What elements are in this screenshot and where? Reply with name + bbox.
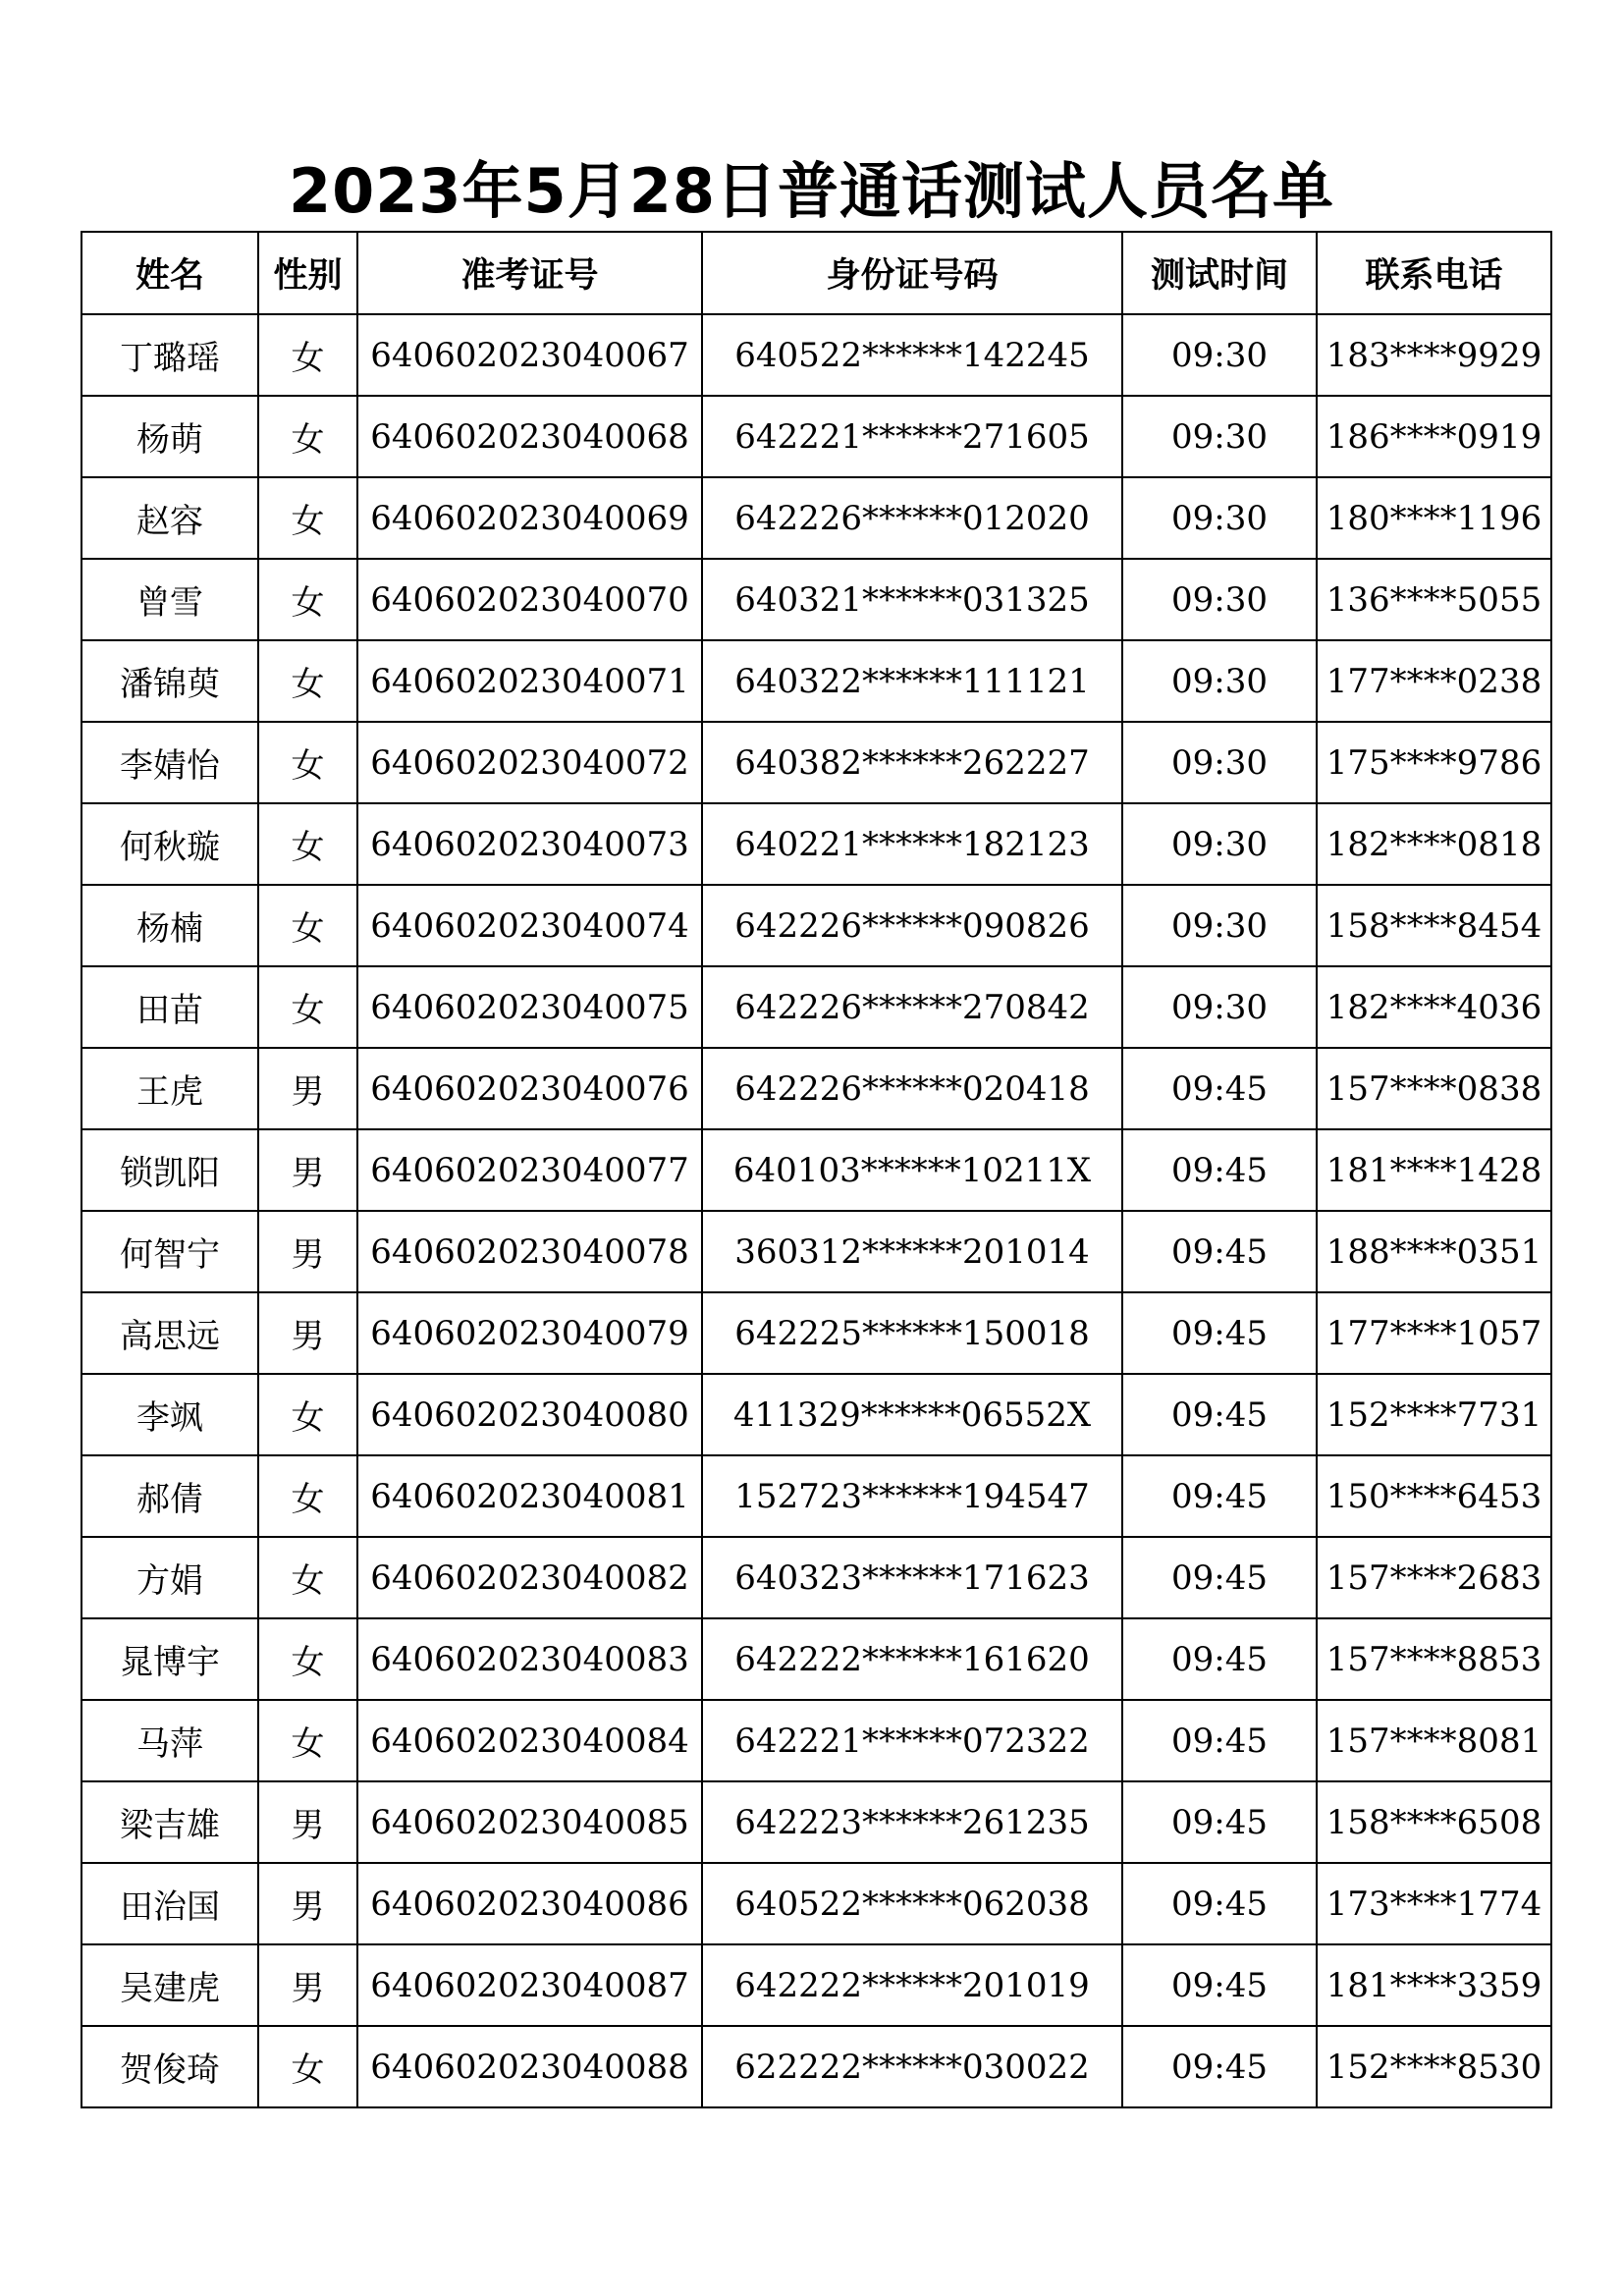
cell-test-time: 09:30 — [1122, 640, 1317, 722]
cell-exam-id: 640602023040085 — [357, 1781, 702, 1863]
cell-exam-id: 640602023040073 — [357, 803, 702, 885]
cell-id-number: 642221******072322 — [702, 1700, 1122, 1781]
header-gender: 性别 — [258, 232, 357, 314]
document-title: 2023年5月28日普通话测试人员名单 — [289, 155, 1334, 227]
cell-name: 郝倩 — [81, 1455, 258, 1537]
cell-phone: 188****0351 — [1317, 1211, 1551, 1292]
cell-test-time: 09:30 — [1122, 966, 1317, 1048]
cell-name: 方娟 — [81, 1537, 258, 1618]
cell-id-number: 411329******06552X — [702, 1374, 1122, 1455]
cell-test-time: 09:45 — [1122, 1292, 1317, 1374]
cell-gender: 男 — [258, 1863, 357, 1944]
cell-gender: 女 — [258, 1537, 357, 1618]
table-row — [81, 1292, 1551, 1374]
cell-id-number: 360312******201014 — [702, 1211, 1122, 1292]
table-row — [81, 1781, 1551, 1863]
cell-test-time: 09:45 — [1122, 1455, 1317, 1537]
cell-phone: 152****8530 — [1317, 2026, 1551, 2107]
cell-exam-id: 640602023040084 — [357, 1700, 702, 1781]
cell-id-number: 642222******161620 — [702, 1618, 1122, 1700]
table-row — [81, 477, 1551, 559]
header-name: 姓名 — [81, 232, 258, 314]
cell-id-number: 640522******142245 — [702, 314, 1122, 396]
cell-test-time: 09:45 — [1122, 2026, 1317, 2107]
header-exam-id: 准考证号 — [357, 232, 702, 314]
cell-phone: 157****8853 — [1317, 1618, 1551, 1700]
table-row — [81, 314, 1551, 396]
table-row — [81, 1129, 1551, 1211]
cell-phone: 180****1196 — [1317, 477, 1551, 559]
cell-id-number: 640103******10211X — [702, 1129, 1122, 1211]
cell-name: 赵容 — [81, 477, 258, 559]
table-row — [81, 1537, 1551, 1618]
table-row — [81, 1455, 1551, 1537]
cell-test-time: 09:45 — [1122, 1944, 1317, 2026]
table-row — [81, 803, 1551, 885]
cell-name: 潘锦萸 — [81, 640, 258, 722]
cell-gender: 女 — [258, 966, 357, 1048]
cell-id-number: 622222******030022 — [702, 2026, 1122, 2107]
cell-test-time: 09:30 — [1122, 885, 1317, 966]
cell-phone: 152****7731 — [1317, 1374, 1551, 1455]
cell-exam-id: 640602023040082 — [357, 1537, 702, 1618]
cell-gender: 女 — [258, 559, 357, 640]
cell-test-time: 09:30 — [1122, 314, 1317, 396]
cell-exam-id: 640602023040086 — [357, 1863, 702, 1944]
cell-gender: 女 — [258, 477, 357, 559]
cell-name: 李婧怡 — [81, 722, 258, 803]
cell-id-number: 642226******270842 — [702, 966, 1122, 1048]
cell-test-time: 09:45 — [1122, 1048, 1317, 1129]
cell-phone: 181****1428 — [1317, 1129, 1551, 1211]
cell-gender: 女 — [258, 1455, 357, 1537]
roster-table — [81, 231, 1552, 2108]
cell-phone: 183****9929 — [1317, 314, 1551, 396]
table-row — [81, 1211, 1551, 1292]
cell-gender: 女 — [258, 2026, 357, 2107]
cell-gender: 女 — [258, 803, 357, 885]
cell-phone: 157****0838 — [1317, 1048, 1551, 1129]
cell-exam-id: 640602023040068 — [357, 396, 702, 477]
cell-exam-id: 640602023040072 — [357, 722, 702, 803]
table-row — [81, 559, 1551, 640]
cell-id-number: 152723******194547 — [702, 1455, 1122, 1537]
cell-name: 王虎 — [81, 1048, 258, 1129]
header-phone: 联系电话 — [1317, 232, 1551, 314]
table-row — [81, 1700, 1551, 1781]
table-row — [81, 2026, 1551, 2107]
cell-gender: 男 — [258, 1944, 357, 2026]
cell-phone: 173****1774 — [1317, 1863, 1551, 1944]
cell-phone: 157****2683 — [1317, 1537, 1551, 1618]
cell-id-number: 642226******012020 — [702, 477, 1122, 559]
cell-gender: 男 — [258, 1211, 357, 1292]
cell-test-time: 09:45 — [1122, 1863, 1317, 1944]
cell-exam-id: 640602023040067 — [357, 314, 702, 396]
cell-id-number: 640221******182123 — [702, 803, 1122, 885]
cell-phone: 182****4036 — [1317, 966, 1551, 1048]
cell-exam-id: 640602023040070 — [357, 559, 702, 640]
table-row — [81, 722, 1551, 803]
cell-id-number: 642225******150018 — [702, 1292, 1122, 1374]
cell-phone: 157****8081 — [1317, 1700, 1551, 1781]
cell-exam-id: 640602023040079 — [357, 1292, 702, 1374]
table-row — [81, 396, 1551, 477]
cell-exam-id: 640602023040083 — [357, 1618, 702, 1700]
cell-exam-id: 640602023040074 — [357, 885, 702, 966]
cell-id-number: 642226******020418 — [702, 1048, 1122, 1129]
cell-gender: 女 — [258, 640, 357, 722]
cell-id-number: 640382******262227 — [702, 722, 1122, 803]
cell-exam-id: 640602023040071 — [357, 640, 702, 722]
roster-body — [81, 314, 1551, 2107]
cell-phone: 186****0919 — [1317, 396, 1551, 477]
cell-phone: 158****6508 — [1317, 1781, 1551, 1863]
cell-gender: 男 — [258, 1781, 357, 1863]
cell-id-number: 642226******090826 — [702, 885, 1122, 966]
cell-test-time: 09:30 — [1122, 477, 1317, 559]
table-row — [81, 966, 1551, 1048]
cell-id-number: 642221******271605 — [702, 396, 1122, 477]
cell-test-time: 09:45 — [1122, 1618, 1317, 1700]
cell-id-number: 640522******062038 — [702, 1863, 1122, 1944]
cell-exam-id: 640602023040080 — [357, 1374, 702, 1455]
cell-exam-id: 640602023040087 — [357, 1944, 702, 2026]
table-row — [81, 1618, 1551, 1700]
cell-name: 何智宁 — [81, 1211, 258, 1292]
cell-phone: 158****8454 — [1317, 885, 1551, 966]
cell-id-number: 640323******171623 — [702, 1537, 1122, 1618]
cell-exam-id: 640602023040088 — [357, 2026, 702, 2107]
cell-exam-id: 640602023040081 — [357, 1455, 702, 1537]
header-test-time: 测试时间 — [1122, 232, 1317, 314]
table-row — [81, 885, 1551, 966]
cell-test-time: 09:30 — [1122, 559, 1317, 640]
cell-gender: 女 — [258, 885, 357, 966]
cell-name: 晁博宇 — [81, 1618, 258, 1700]
cell-id-number: 640322******111121 — [702, 640, 1122, 722]
cell-gender: 女 — [258, 1374, 357, 1455]
cell-phone: 150****6453 — [1317, 1455, 1551, 1537]
cell-test-time: 09:45 — [1122, 1700, 1317, 1781]
cell-test-time: 09:30 — [1122, 396, 1317, 477]
cell-test-time: 09:45 — [1122, 1211, 1317, 1292]
cell-name: 吴建虎 — [81, 1944, 258, 2026]
header-row — [81, 232, 1551, 314]
cell-gender: 女 — [258, 396, 357, 477]
cell-gender: 男 — [258, 1129, 357, 1211]
cell-phone: 177****0238 — [1317, 640, 1551, 722]
cell-gender: 男 — [258, 1292, 357, 1374]
cell-test-time: 09:30 — [1122, 803, 1317, 885]
cell-gender: 女 — [258, 314, 357, 396]
cell-name: 曾雪 — [81, 559, 258, 640]
cell-phone: 177****1057 — [1317, 1292, 1551, 1374]
cell-name: 何秋璇 — [81, 803, 258, 885]
cell-test-time: 09:45 — [1122, 1374, 1317, 1455]
cell-exam-id: 640602023040069 — [357, 477, 702, 559]
cell-exam-id: 640602023040076 — [357, 1048, 702, 1129]
cell-gender: 女 — [258, 722, 357, 803]
cell-phone: 182****0818 — [1317, 803, 1551, 885]
cell-name: 李飒 — [81, 1374, 258, 1455]
cell-exam-id: 640602023040075 — [357, 966, 702, 1048]
cell-name: 高思远 — [81, 1292, 258, 1374]
table-row — [81, 1863, 1551, 1944]
cell-gender: 女 — [258, 1700, 357, 1781]
cell-test-time: 09:30 — [1122, 722, 1317, 803]
table-row — [81, 1944, 1551, 2026]
cell-name: 梁吉雄 — [81, 1781, 258, 1863]
cell-phone: 136****5055 — [1317, 559, 1551, 640]
cell-name: 杨萌 — [81, 396, 258, 477]
table-row — [81, 1048, 1551, 1129]
cell-name: 田苗 — [81, 966, 258, 1048]
cell-name: 锁凯阳 — [81, 1129, 258, 1211]
cell-id-number: 640321******031325 — [702, 559, 1122, 640]
cell-phone: 175****9786 — [1317, 722, 1551, 803]
header-id-number: 身份证号码 — [702, 232, 1122, 314]
cell-id-number: 642222******201019 — [702, 1944, 1122, 2026]
cell-test-time: 09:45 — [1122, 1781, 1317, 1863]
cell-name: 贺俊琦 — [81, 2026, 258, 2107]
cell-id-number: 642223******261235 — [702, 1781, 1122, 1863]
cell-gender: 女 — [258, 1618, 357, 1700]
cell-name: 丁璐瑶 — [81, 314, 258, 396]
cell-exam-id: 640602023040078 — [357, 1211, 702, 1292]
cell-gender: 男 — [258, 1048, 357, 1129]
cell-name: 杨楠 — [81, 885, 258, 966]
table-row — [81, 640, 1551, 722]
cell-name: 马萍 — [81, 1700, 258, 1781]
cell-test-time: 09:45 — [1122, 1129, 1317, 1211]
cell-exam-id: 640602023040077 — [357, 1129, 702, 1211]
cell-phone: 181****3359 — [1317, 1944, 1551, 2026]
cell-name: 田治国 — [81, 1863, 258, 1944]
cell-test-time: 09:45 — [1122, 1537, 1317, 1618]
table-row — [81, 1374, 1551, 1455]
